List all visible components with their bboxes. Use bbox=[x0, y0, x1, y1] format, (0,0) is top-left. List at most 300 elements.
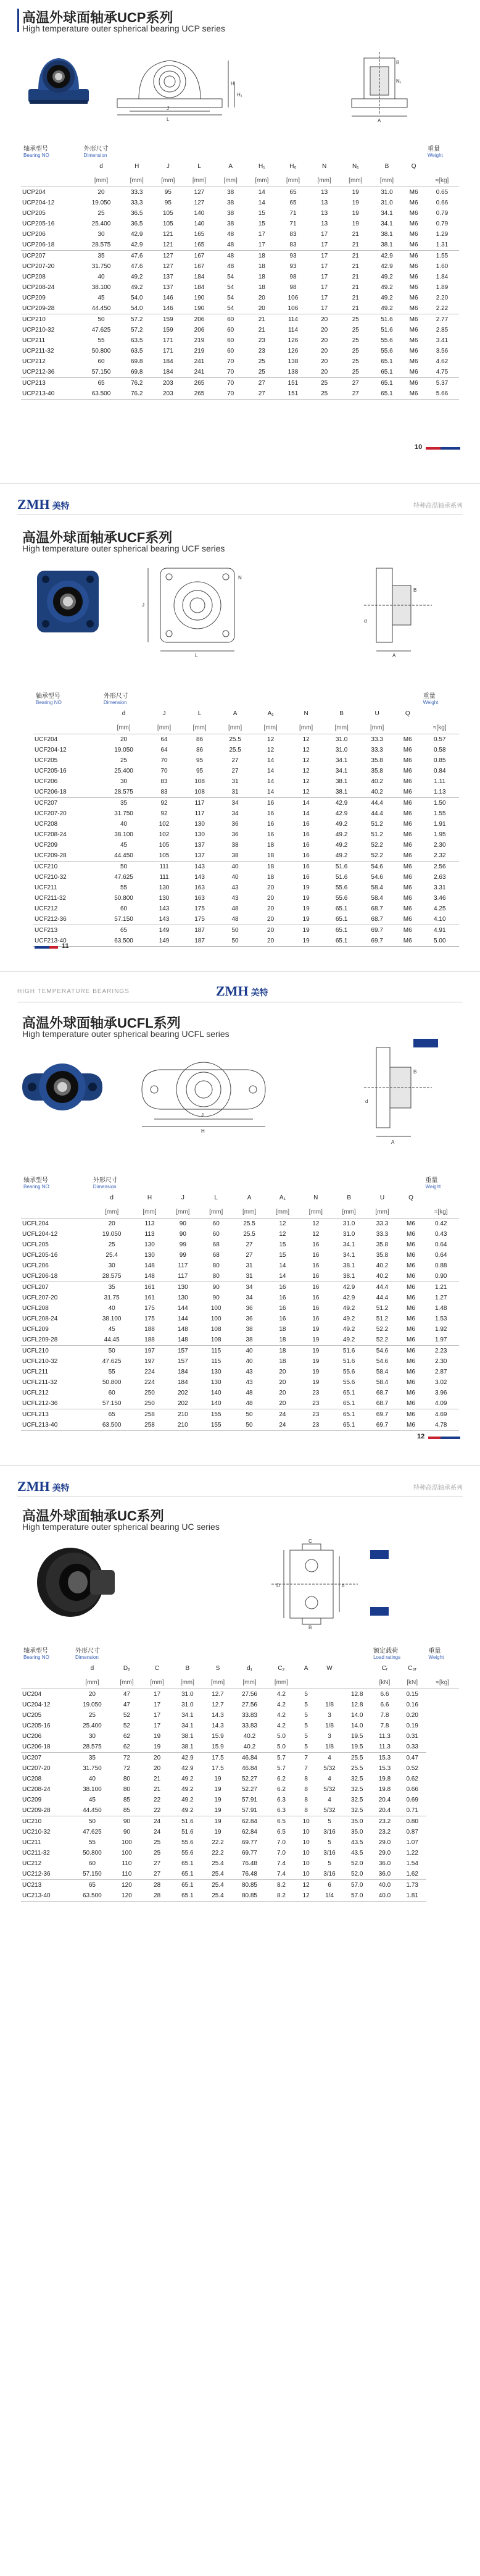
table-cell: 16 bbox=[302, 842, 310, 849]
table-cell: 34 bbox=[233, 1282, 266, 1293]
table-cell: 21 bbox=[154, 1786, 161, 1793]
bearing-model: UCF208 bbox=[35, 821, 58, 828]
table-cell: 4 bbox=[328, 1797, 331, 1803]
table-cell: 19 bbox=[352, 189, 359, 196]
table-cell: M6 bbox=[403, 768, 412, 774]
table-cell: 45 bbox=[120, 842, 128, 849]
table-cell: 120 bbox=[112, 1880, 142, 1891]
table-row bbox=[21, 1314, 459, 1324]
table-cell: 0.66 bbox=[406, 1786, 418, 1793]
table-row bbox=[21, 1689, 459, 1700]
header-cell bbox=[33, 721, 101, 734]
table-cell: 50 bbox=[217, 936, 253, 947]
table-cell: 0.16 bbox=[406, 1701, 418, 1708]
table-cell: 60 bbox=[212, 1220, 220, 1227]
table-cell: M6 bbox=[395, 925, 421, 936]
table-cell: 19 bbox=[202, 1816, 233, 1827]
table-row bbox=[33, 819, 459, 829]
table-cell: 5/32 bbox=[323, 1765, 336, 1772]
table-cell: 117 bbox=[178, 1262, 188, 1269]
table-cell: 93 bbox=[278, 251, 309, 262]
table-cell: 8 bbox=[304, 1776, 308, 1782]
ucp-side-drawing bbox=[327, 40, 450, 126]
table-cell: 7.8 bbox=[380, 1722, 389, 1729]
table-cell: 4.2 bbox=[276, 1691, 286, 1698]
bearing-model: UC210 bbox=[21, 1816, 73, 1827]
header-unit: [mm] bbox=[340, 174, 371, 187]
table-cell: 0.43 bbox=[435, 1231, 447, 1238]
table-cell: 50 bbox=[217, 925, 253, 936]
table-cell: 83 bbox=[160, 778, 168, 785]
bearing-model: UCF206 bbox=[35, 778, 58, 785]
table-cell: 24 bbox=[154, 1829, 161, 1836]
table-cell: 20 bbox=[279, 1400, 286, 1407]
table-cell: 20 bbox=[108, 1220, 115, 1227]
table-cell: 60 bbox=[227, 337, 234, 344]
table-cell: 52.27 bbox=[241, 1776, 257, 1782]
svg-text:J: J bbox=[167, 106, 169, 111]
ucfl-product-image bbox=[16, 1050, 109, 1124]
table-cell: 12 bbox=[312, 1231, 320, 1238]
table-cell: 137 bbox=[194, 842, 205, 849]
table-cell: 0.65 bbox=[436, 189, 449, 196]
header-label-en: Weight bbox=[423, 700, 439, 705]
table-cell: 27 bbox=[246, 1241, 253, 1248]
header-symbol-row bbox=[21, 1189, 459, 1206]
table-cell: 6.2 bbox=[276, 1776, 286, 1782]
table-row bbox=[33, 755, 459, 766]
table-cell: 10 bbox=[302, 1850, 310, 1856]
header-symbol: Q bbox=[408, 1194, 413, 1201]
table-cell: 184 bbox=[178, 1369, 188, 1375]
table-cell: 5.7 bbox=[276, 1765, 286, 1772]
header-symbol: d₁ bbox=[246, 1664, 252, 1672]
header-label-en: Bearing NO bbox=[36, 700, 62, 705]
table-cell: 20 bbox=[120, 736, 128, 743]
header-label-cn: 重量 bbox=[425, 1177, 438, 1184]
table-cell: M6 bbox=[407, 1369, 415, 1375]
header-symbol: H₀ bbox=[289, 162, 297, 170]
page-title-en: High temperature outer spherical bearing UC series bbox=[22, 1522, 220, 1532]
table-cell: 14.3 bbox=[212, 1712, 224, 1719]
table-cell: 65.1 bbox=[324, 925, 360, 936]
table-row bbox=[21, 1795, 459, 1805]
header-bearing-no bbox=[21, 137, 81, 158]
table-cell: 5 bbox=[328, 1839, 331, 1846]
table-cell: 167 bbox=[184, 251, 215, 262]
table-cell: 17 bbox=[258, 231, 265, 238]
table-cell: 42.9 bbox=[333, 1282, 366, 1293]
table-cell: 137 bbox=[163, 274, 173, 280]
table-cell: 70 bbox=[215, 378, 246, 389]
table-cell: 23 bbox=[299, 1420, 333, 1431]
table-cell: M6 bbox=[409, 263, 418, 270]
table-cell: 45 bbox=[108, 1326, 115, 1333]
table-cell: 0.42 bbox=[435, 1220, 447, 1227]
bearing-model: UCF208-24 bbox=[35, 831, 67, 838]
header-unit bbox=[297, 1676, 316, 1689]
table-cell: 28 bbox=[142, 1880, 172, 1891]
header-symbol bbox=[343, 1660, 371, 1676]
table-cell: 68 bbox=[212, 1241, 220, 1248]
header-weight bbox=[421, 684, 459, 705]
table-cell: M6 bbox=[395, 862, 421, 873]
page-number: 10 bbox=[415, 443, 423, 451]
table-cell: 14 bbox=[267, 768, 275, 774]
table-cell: 58.4 bbox=[371, 884, 383, 891]
table-cell: 6.3 bbox=[276, 1807, 286, 1814]
table-cell: M6 bbox=[403, 778, 412, 785]
bearing-model: UCFL204 bbox=[22, 1220, 49, 1227]
table-cell: 51.2 bbox=[376, 1315, 389, 1322]
table-cell: 25 bbox=[352, 327, 359, 334]
table-cell: 35 bbox=[91, 1282, 133, 1293]
table-cell: 48 bbox=[215, 251, 246, 262]
table-cell: 40 bbox=[246, 1358, 253, 1365]
table-cell: 19 bbox=[214, 1807, 221, 1814]
table-row bbox=[21, 1388, 459, 1398]
table-cell: M6 bbox=[409, 220, 418, 227]
table-cell: 52.2 bbox=[371, 852, 383, 859]
svg-text:B: B bbox=[308, 1625, 312, 1630]
table-cell: 19.050 bbox=[114, 747, 133, 753]
table-cell: 0.57 bbox=[434, 736, 446, 743]
brand-logo-text: ZMH bbox=[216, 983, 249, 999]
bearing-model: UC205-16 bbox=[22, 1722, 51, 1729]
table-row bbox=[33, 862, 459, 873]
table-cell: 98 bbox=[289, 274, 297, 280]
table-cell: 5.0 bbox=[276, 1733, 286, 1740]
table-cell: 27 bbox=[340, 378, 371, 389]
page-number: 12 bbox=[417, 1433, 425, 1440]
table-cell: 171 bbox=[163, 337, 173, 344]
table-cell: 2.77 bbox=[425, 314, 459, 325]
table-row bbox=[21, 261, 459, 272]
table-cell: 55.6 bbox=[181, 1839, 194, 1846]
table-cell: 24 bbox=[142, 1816, 172, 1827]
table-cell: 13 bbox=[321, 210, 328, 217]
table-cell: 12 bbox=[312, 1220, 320, 1227]
table-cell: 19 bbox=[352, 220, 359, 227]
table-row bbox=[21, 1250, 459, 1261]
table-cell: 16 bbox=[312, 1241, 320, 1248]
table-cell: 224 bbox=[144, 1369, 155, 1375]
table-row bbox=[33, 914, 459, 925]
header-bearing-no bbox=[21, 1639, 73, 1660]
table-cell: 57.0 bbox=[343, 1890, 371, 1902]
table-cell: 265 bbox=[184, 378, 215, 389]
table-cell: 2.30 bbox=[434, 842, 446, 849]
table-cell: 102 bbox=[159, 821, 170, 828]
table-cell: 80.85 bbox=[233, 1880, 267, 1891]
table-cell: 34.1 bbox=[342, 1252, 355, 1259]
table-cell: 99 bbox=[179, 1241, 186, 1248]
table-cell: 17 bbox=[321, 231, 328, 238]
table-row bbox=[33, 734, 459, 745]
table-cell: 34.1 bbox=[181, 1712, 194, 1719]
table-cell: 258 bbox=[133, 1420, 167, 1431]
table-cell: 25 bbox=[108, 1241, 115, 1248]
table-row bbox=[21, 1367, 459, 1377]
table-cell: 190 bbox=[194, 305, 205, 312]
table-cell: 32.5 bbox=[351, 1797, 363, 1803]
ucf-product-image bbox=[31, 564, 105, 639]
header-unit: [mm] bbox=[184, 174, 215, 187]
table-cell: 18 bbox=[267, 874, 275, 881]
table-cell: 184 bbox=[194, 284, 205, 291]
table-cell: 121 bbox=[163, 231, 173, 238]
table-cell: 38 bbox=[227, 210, 234, 217]
table-cell: 19 bbox=[312, 1369, 320, 1375]
table-cell: 22.2 bbox=[212, 1839, 224, 1846]
table-cell: 34.1 bbox=[342, 1241, 355, 1248]
table-cell: 60 bbox=[120, 905, 128, 912]
table-cell: 265 bbox=[184, 388, 215, 400]
bearing-model: UCP206-18 bbox=[22, 241, 55, 248]
page-bar-red bbox=[49, 946, 58, 949]
table-cell: 20 bbox=[267, 905, 275, 912]
table-cell: 27 bbox=[246, 378, 278, 389]
table-cell: 163 bbox=[194, 884, 205, 891]
header-unit: [mm] bbox=[359, 721, 395, 734]
table-cell: 54.0 bbox=[130, 295, 143, 301]
table-cell: 20 bbox=[321, 369, 328, 375]
table-cell: M6 bbox=[409, 210, 418, 217]
table-cell: 40.2 bbox=[376, 1262, 389, 1269]
table-cell: 60 bbox=[108, 1390, 115, 1396]
table-row bbox=[21, 1240, 459, 1250]
table-cell: 12 bbox=[302, 736, 310, 743]
header-unit: [mm] bbox=[371, 174, 403, 187]
table-cell: 71 bbox=[289, 220, 297, 227]
table-cell: 10 bbox=[302, 1871, 310, 1877]
header-symbol: C bbox=[154, 1664, 160, 1672]
header-unit bbox=[399, 1206, 423, 1219]
table-cell: 1.91 bbox=[434, 821, 446, 828]
ucf-side-drawing bbox=[346, 561, 450, 660]
table-cell: 23 bbox=[299, 1409, 333, 1420]
table-cell: 20.4 bbox=[378, 1797, 391, 1803]
table-cell: 19.5 bbox=[351, 1743, 363, 1750]
table-cell: 60 bbox=[97, 358, 105, 365]
table-cell: 69.77 bbox=[241, 1839, 257, 1846]
table-cell: 206 bbox=[194, 327, 205, 334]
table-cell: 52.2 bbox=[371, 842, 383, 849]
table-cell: 24 bbox=[266, 1409, 299, 1420]
table-cell: 21 bbox=[340, 251, 371, 262]
table-cell: 25 bbox=[308, 388, 340, 400]
header-symbol: C₂ bbox=[278, 1664, 285, 1672]
header-cell bbox=[21, 1660, 73, 1676]
table-cell: 10 bbox=[297, 1816, 316, 1827]
table-cell: 8 bbox=[304, 1807, 308, 1814]
table-cell: 190 bbox=[194, 295, 205, 301]
table-cell: 40.2 bbox=[243, 1743, 256, 1750]
header-unit: [mm] bbox=[112, 1676, 142, 1689]
table-cell: 49.2 bbox=[130, 274, 143, 280]
table-cell: 92 bbox=[146, 798, 182, 809]
table-cell: 175 bbox=[194, 916, 205, 923]
table-cell: 49.2 bbox=[381, 295, 393, 301]
table-cell: 65.1 bbox=[371, 388, 403, 400]
table-cell: 7.4 bbox=[276, 1871, 286, 1877]
uc-spec-table bbox=[21, 1639, 459, 1902]
table-cell: 28.575 bbox=[91, 241, 111, 248]
table-row bbox=[21, 1890, 459, 1902]
table-cell: 12.8 bbox=[351, 1691, 363, 1698]
table-cell: 1.73 bbox=[399, 1880, 426, 1891]
table-cell: M6 bbox=[409, 241, 418, 248]
header-unit: [mm] bbox=[73, 1676, 112, 1689]
table-cell: 12 bbox=[279, 1220, 286, 1227]
table-cell: 23.2 bbox=[378, 1829, 391, 1836]
table-cell: 5 bbox=[316, 1816, 344, 1827]
table-cell: 25.5 bbox=[243, 1220, 255, 1227]
table-cell: 36 bbox=[246, 1305, 253, 1312]
table-cell: 40.0 bbox=[371, 1880, 399, 1891]
table-cell: 32.5 bbox=[351, 1807, 363, 1814]
table-cell: 57.2 bbox=[130, 327, 143, 334]
header-label-cn: 轴承型号 bbox=[36, 693, 60, 700]
header-row bbox=[33, 684, 459, 705]
table-cell: 55.6 bbox=[335, 884, 348, 891]
table-cell: 165 bbox=[194, 231, 205, 238]
table-cell: 70 bbox=[160, 768, 168, 774]
header-symbol: N bbox=[322, 162, 327, 170]
table-row bbox=[33, 776, 459, 787]
table-cell: 29.0 bbox=[378, 1850, 391, 1856]
header-unit: [kN] bbox=[399, 1676, 426, 1689]
table-cell: 105 bbox=[159, 842, 170, 849]
table-cell: 51.2 bbox=[371, 831, 383, 838]
header-bearing-no bbox=[21, 1168, 91, 1189]
table-row bbox=[21, 303, 459, 314]
table-cell: 65.1 bbox=[342, 1400, 355, 1407]
table-cell: 23 bbox=[312, 1400, 320, 1407]
bearing-model: UC210-32 bbox=[22, 1829, 51, 1836]
header-symbol: d bbox=[90, 1664, 94, 1672]
table-cell: 0.84 bbox=[434, 768, 446, 774]
bearing-model: UC208-24 bbox=[22, 1786, 51, 1793]
table-cell: 25.4 bbox=[106, 1252, 118, 1259]
header-unit: [mm] bbox=[91, 1206, 133, 1219]
table-cell: 49.2 bbox=[335, 842, 348, 849]
table-cell: M6 bbox=[403, 821, 412, 828]
table-cell: 1.97 bbox=[435, 1336, 447, 1343]
header-label-cn: 重量 bbox=[423, 693, 436, 700]
table-cell: 55.6 bbox=[381, 337, 393, 344]
table-cell: M6 bbox=[407, 1294, 415, 1301]
header-unit: [mm] bbox=[333, 1206, 366, 1219]
table-cell: M6 bbox=[407, 1379, 415, 1386]
table-cell: 98 bbox=[289, 284, 297, 291]
bearing-model: UCFL213 bbox=[21, 1409, 91, 1420]
table-cell: 27 bbox=[154, 1860, 161, 1867]
header-symbol: L bbox=[197, 162, 201, 170]
table-cell: M6 bbox=[409, 369, 418, 375]
table-cell: 40 bbox=[217, 862, 253, 873]
header-unit: [mm] bbox=[172, 1676, 202, 1689]
header-series-label: 特种高温轴承系列 bbox=[413, 1485, 463, 1491]
table-cell: 43 bbox=[246, 1369, 253, 1375]
table-cell: 90 bbox=[123, 1829, 130, 1836]
bearing-model: UCF209 bbox=[35, 842, 58, 849]
table-row bbox=[21, 272, 459, 282]
table-cell: 12 bbox=[302, 789, 310, 795]
table-cell: 50 bbox=[233, 1409, 266, 1420]
bearing-model: UCF204 bbox=[35, 736, 58, 743]
table-row bbox=[21, 240, 459, 251]
table-cell: 19 bbox=[352, 199, 359, 206]
table-cell: 12.8 bbox=[351, 1701, 363, 1708]
bearing-model: UCFL207 bbox=[21, 1282, 91, 1293]
table-cell: 188 bbox=[144, 1326, 155, 1333]
table-cell: M6 bbox=[402, 388, 425, 400]
table-cell: 44.450 bbox=[114, 852, 133, 859]
ucfl-technical-drawing bbox=[123, 1040, 321, 1139]
table-cell: 65.1 bbox=[335, 916, 348, 923]
header-symbol: d bbox=[110, 1194, 114, 1201]
table-cell: 17 bbox=[258, 241, 265, 248]
table-cell: M6 bbox=[407, 1273, 415, 1280]
table-cell: 49.2 bbox=[335, 852, 348, 859]
header-unit: [mm] bbox=[182, 721, 218, 734]
table-cell: M6 bbox=[399, 1346, 423, 1357]
table-cell: 72 bbox=[112, 1753, 142, 1764]
table-cell: 111 bbox=[159, 874, 169, 881]
svg-text:B: B bbox=[413, 1069, 417, 1075]
header-symbol: J bbox=[166, 162, 170, 170]
table-row bbox=[21, 1837, 459, 1848]
header-label-en: Dimension bbox=[103, 700, 127, 705]
table-cell: 28.575 bbox=[102, 1273, 122, 1280]
table-row bbox=[33, 893, 459, 904]
table-cell: 10 bbox=[302, 1839, 310, 1846]
table-cell: 18 bbox=[258, 284, 265, 291]
table-cell: 49.2 bbox=[342, 1326, 355, 1333]
table-cell: 15 bbox=[258, 210, 265, 217]
table-cell: 22 bbox=[154, 1797, 161, 1803]
table-cell: 49.2 bbox=[342, 1305, 355, 1312]
table-row bbox=[21, 1784, 459, 1795]
table-cell: 6.5 bbox=[266, 1816, 296, 1827]
table-cell: 25 bbox=[352, 337, 359, 344]
table-cell: 105 bbox=[163, 210, 173, 217]
header-label-cn: 轴承型号 bbox=[23, 1177, 48, 1184]
bearing-model: UCFL207-20 bbox=[22, 1294, 58, 1301]
table-cell: 0.64 bbox=[435, 1252, 447, 1259]
table-cell: M6 bbox=[403, 757, 412, 764]
table-cell: 17 bbox=[321, 295, 328, 301]
table-cell: 241 bbox=[194, 369, 205, 375]
table-cell: 25.400 bbox=[83, 1722, 102, 1729]
table-cell: M6 bbox=[409, 327, 418, 334]
table-row bbox=[21, 1271, 459, 1282]
table-cell: 0.80 bbox=[399, 1816, 426, 1827]
table-cell: 38.1 bbox=[335, 789, 348, 795]
table-cell: 90 bbox=[179, 1220, 186, 1227]
table-cell: 16 bbox=[302, 821, 310, 828]
table-cell: 19.8 bbox=[378, 1776, 391, 1782]
table-row bbox=[21, 1303, 459, 1314]
table-cell: 2.20 bbox=[436, 295, 449, 301]
table-cell: 36 bbox=[231, 831, 239, 838]
table-cell: M6 bbox=[409, 358, 418, 365]
ucf-technical-drawing bbox=[123, 561, 321, 660]
table-cell: 51.2 bbox=[376, 1305, 389, 1312]
table-cell: 1.89 bbox=[436, 284, 449, 291]
table-cell: 33.3 bbox=[130, 189, 143, 196]
